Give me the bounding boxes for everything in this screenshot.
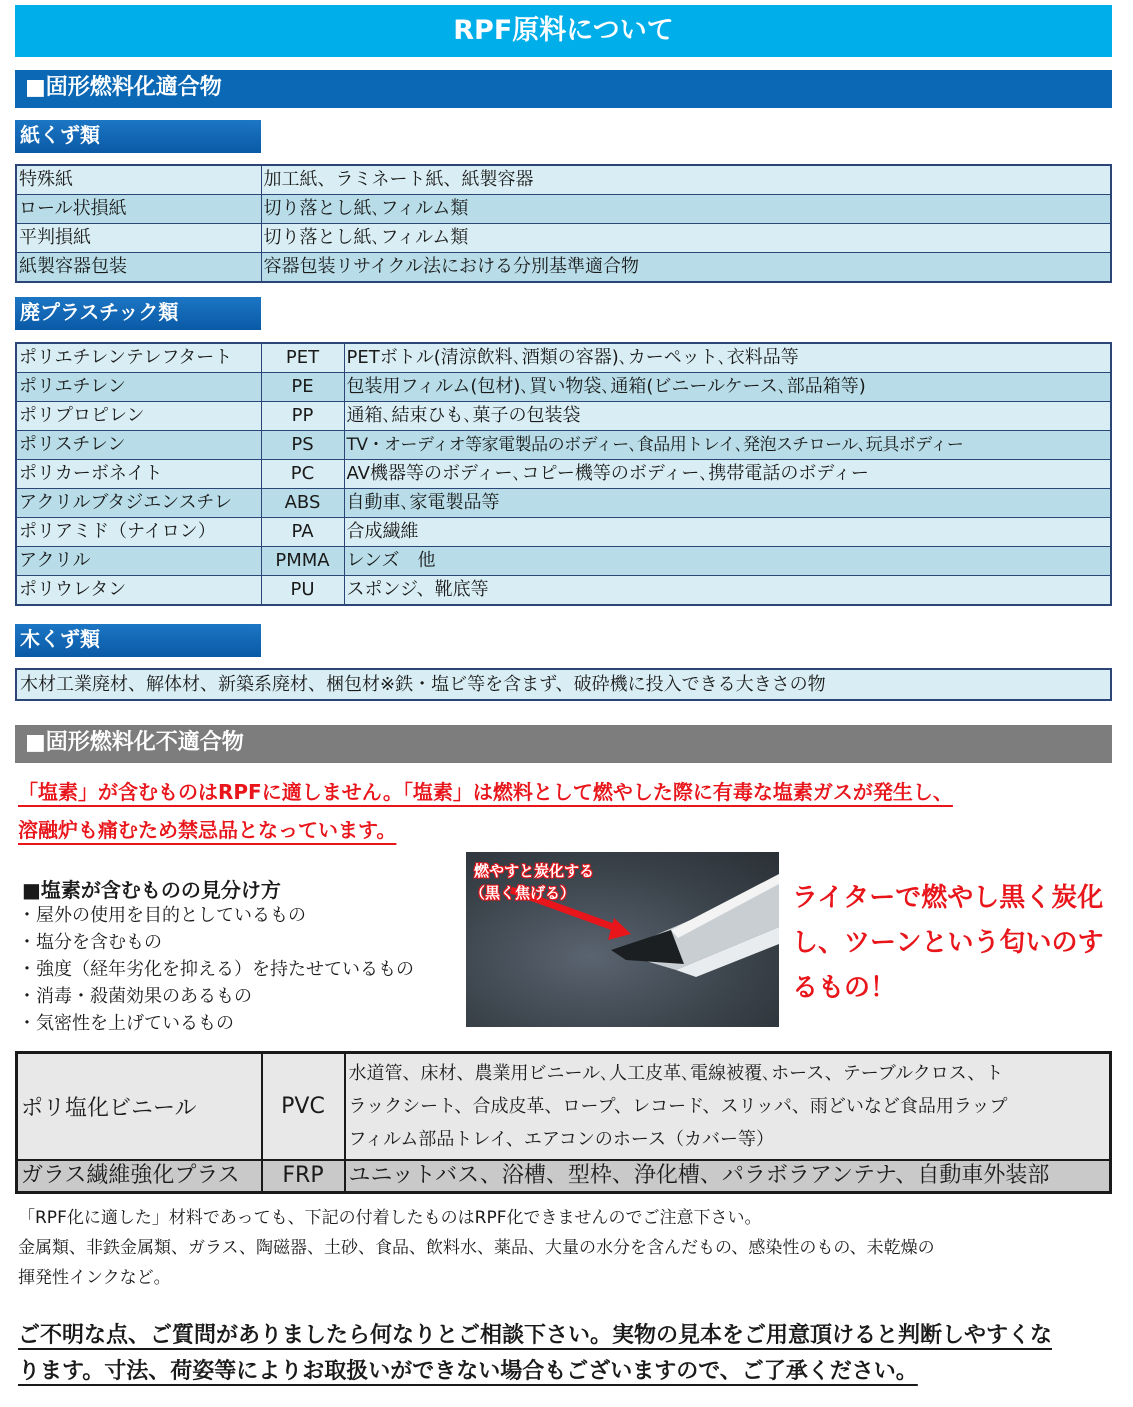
material-code: PVC <box>262 1053 345 1161</box>
note-line3: 揮発性インクなど。 <box>18 1268 171 1288</box>
material-name: アクリルブタジエンスチレ <box>16 489 261 518</box>
material-code: PET <box>261 343 344 373</box>
unsuitable-table <box>15 1051 1112 1194</box>
paper-table <box>15 164 1112 283</box>
table-row <box>16 518 1111 547</box>
note-line1: 「RPF化に適した」材料であっても、下記の付着したものはRPF化できませんのでご注意下さい。 <box>18 1208 762 1228</box>
burned-pvc-photo <box>466 852 779 1027</box>
material-code: PA <box>261 518 344 547</box>
plastic-category-heading: 廃プラスチック類 <box>15 297 261 330</box>
footer-line: ります。寸法、荷姿等によりお取扱いができない場合もございますので、ご了承ください。 <box>18 1359 918 1384</box>
material-name: ポリスチレン <box>16 431 261 460</box>
material-code: FRP <box>262 1160 345 1193</box>
material-code: PU <box>261 576 344 606</box>
table-row <box>16 669 1111 700</box>
table-row <box>16 547 1111 576</box>
material-name: 特殊紙 <box>16 165 261 195</box>
desc-line: 水道管、床材、農業用ビニール､人工皮革､電線被覆､ホース、テーブルクロス、ト <box>348 1063 1004 1084</box>
material-name: 平判損紙 <box>16 224 261 253</box>
table-row <box>16 373 1111 402</box>
table-row <box>16 402 1111 431</box>
list-item: ・消毒・殺菌効果のあるもの <box>18 986 252 1007</box>
material-name: 紙製容器包装 <box>16 253 261 283</box>
material-desc: PETボトル(清涼飲料､酒類の容器)､カーペット､衣料品等 <box>344 343 1111 373</box>
material-desc: スポンジ、靴底等 <box>344 576 1111 606</box>
paper-category-heading: 紙くず類 <box>15 120 261 153</box>
table-row <box>16 253 1111 283</box>
wood-table <box>15 668 1112 701</box>
material-desc: TV・オーディオ等家電製品のボディー､食品用トレイ､発泡スチロール､玩具ボディー <box>344 431 1111 460</box>
table-row <box>17 1053 1111 1161</box>
material-desc: 包装用フィルム(包材)､買い物袋､通箱(ビニールケース､部品箱等) <box>344 373 1111 402</box>
material-desc: 合成繊維 <box>344 518 1111 547</box>
desc-line: フィルム部品トレイ、エアコンのホース（カバー等） <box>348 1129 775 1150</box>
table-row <box>16 343 1111 373</box>
note-line2: 金属類、非鉄金属類、ガラス、陶磁器、土砂、食品、飲料水、薬品、大量の水分を含んだもの、感染性のもの、未乾燥の <box>18 1238 935 1258</box>
table-row <box>16 195 1111 224</box>
list-item: ・屋外の使用を目的としているもの <box>18 905 306 926</box>
list-item: ・気密性を上げているもの <box>18 1013 234 1034</box>
material-name: アクリル <box>16 547 261 576</box>
footer-line: ご不明な点、ご質問がありましたら何なりとご相談下さい。実物の見本をご用意頂けると判断しやすくな <box>18 1323 1053 1348</box>
table-row <box>16 165 1111 195</box>
photo-caption-2: （黒く焦げる） <box>470 884 576 902</box>
material-desc: 通箱､結束ひも､菓子の包装袋 <box>344 402 1111 431</box>
table-row <box>16 460 1111 489</box>
material-code: PC <box>261 460 344 489</box>
table-row <box>16 224 1111 253</box>
material-code: PP <box>261 402 344 431</box>
section-unsuitable-heading: ■固形燃料化不適合物 <box>15 725 1112 763</box>
material-desc: ユニットバス、浴槽、型枠、浄化槽、パラボラアンテナ、自動車外装部 <box>345 1160 1111 1193</box>
photo-caption-1: 燃やすと炭化する <box>474 862 595 880</box>
table-row <box>16 431 1111 460</box>
callout-line: ライターで燃やし黒く炭化 <box>792 883 1104 913</box>
chlorine-warning-line1: 「塩素」が含むものはRPFに適しません。「塩素」は燃料として燃やした際に有毒な塩素ガスが発生し、 <box>18 780 953 804</box>
callout-line: し、ツーンという匂いのす <box>792 928 1104 958</box>
material-desc: レンズ 他 <box>344 547 1111 576</box>
desc-line: ラックシート、合成皮革、ロープ、レコード、スリッパ、雨どいなど食品用ラップ <box>348 1096 1008 1117</box>
material-desc: 切り落とし紙､フィルム類 <box>261 195 1111 224</box>
material-desc: AV機器等のボディー､コピー機等のボディー､携帯電話のボディー <box>344 460 1111 489</box>
plastic-table <box>15 342 1112 606</box>
chlorine-warning-line2: 溶融炉も痛むため禁忌品となっています。 <box>18 818 397 842</box>
callout-line: るもの！ <box>792 973 897 1003</box>
identify-heading: ■塩素が含むものの見分け方 <box>22 878 281 902</box>
material-desc: 加工紙、ラミネート紙、紙製容器 <box>261 165 1111 195</box>
list-item: ・塩分を含むもの <box>18 932 162 953</box>
material-code: PE <box>261 373 344 402</box>
material-name: ポリエチレンテレフタート <box>16 343 261 373</box>
material-code: PMMA <box>261 547 344 576</box>
material-desc: 木材工業廃材、解体材、新築系廃材、梱包材※鉄・塩ビ等を含まず、破砕機に投入できる大きさの物 <box>16 669 1111 700</box>
material-name: ポリカーボネイト <box>16 460 261 489</box>
section-suitable-heading: ■固形燃料化適合物 <box>15 70 1112 108</box>
material-code: ABS <box>261 489 344 518</box>
material-code: PS <box>261 431 344 460</box>
wood-category-heading: 木くず類 <box>15 624 261 657</box>
material-name: ポリプロピレン <box>16 402 261 431</box>
material-name: ロール状損紙 <box>16 195 261 224</box>
table-row <box>16 576 1111 606</box>
material-desc <box>345 1053 1111 1161</box>
contact-footer <box>18 1318 1113 1390</box>
material-desc: 切り落とし紙､フィルム類 <box>261 224 1111 253</box>
page-title-banner: RPF原料について <box>15 5 1112 57</box>
material-desc: 容器包装リサイクル法における分別基準適合物 <box>261 253 1111 283</box>
material-name: ポリウレタン <box>16 576 261 606</box>
material-name: ガラス繊維強化プラス <box>17 1160 262 1193</box>
table-row <box>16 489 1111 518</box>
table-row <box>17 1160 1111 1193</box>
material-name: ポリエチレン <box>16 373 261 402</box>
identify-list <box>18 902 414 1037</box>
material-name: ポリ塩化ビニール <box>17 1053 262 1161</box>
material-desc: 自動車､家電製品等 <box>344 489 1111 518</box>
burn-test-callout <box>792 876 1112 1011</box>
list-item: ・強度（経年劣化を抑える）を持たせているもの <box>18 959 414 980</box>
material-name: ポリアミド（ナイロン） <box>16 518 261 547</box>
